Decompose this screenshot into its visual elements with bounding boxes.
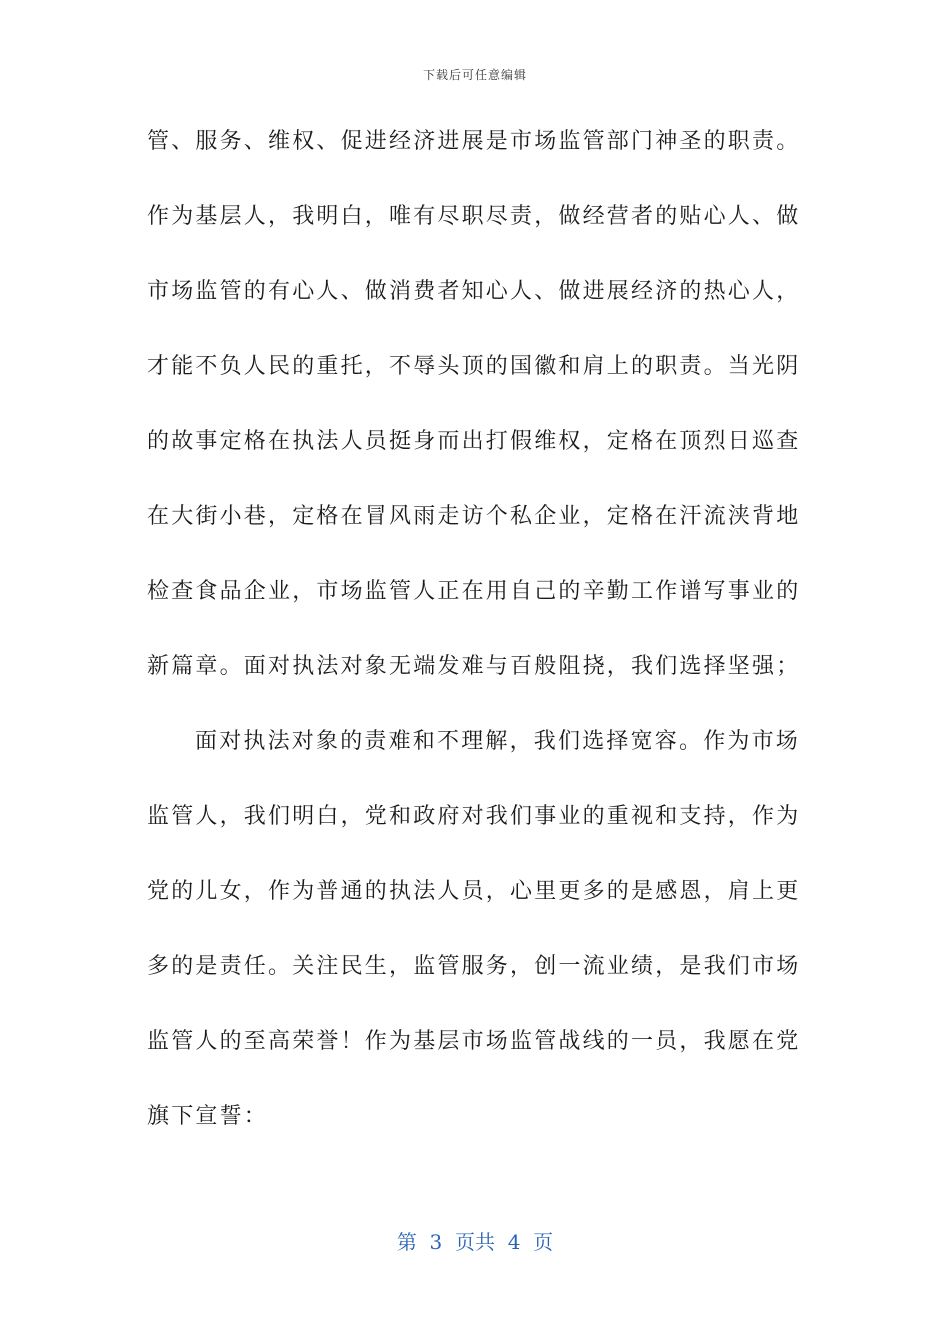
body-line: 的故事定格在执法人员挺身而出打假维权，定格在顶烈日巡查 xyxy=(147,429,801,454)
body-line: 检查食品企业，市场监管人正在用自己的辛勤工作谱写事业的 xyxy=(147,579,801,604)
body-line: 才能不负人民的重托，不辱头顶的国徽和肩上的职责。当光阴 xyxy=(147,354,801,379)
body-line: 作为基层人，我明白，唯有尽职尽责，做经营者的贴心人、做 xyxy=(147,204,801,229)
paragraph-first-line: 面对执法对象的责难和不理解，我们选择宽容。作为市场 xyxy=(195,729,801,754)
body-line: 多的是责任。关注民生，监管服务，创一流业绩，是我们市场 xyxy=(147,954,801,979)
body-line: 管、服务、维权、促进经济进展是市场监管部门神圣的职责。 xyxy=(147,129,801,154)
body-line: 监管人，我们明白，党和政府对我们事业的重视和支持，作为 xyxy=(147,804,801,829)
page-number-footer: 第 3 页共 4 页 xyxy=(396,1230,554,1254)
body-line: 市场监管的有心人、做消费者知心人、做进展经济的热心人， xyxy=(147,279,801,304)
body-line: 旗下宣誓： xyxy=(147,1104,269,1129)
body-line: 新篇章。面对执法对象无端发难与百般阻挠，我们选择坚强； xyxy=(147,654,801,679)
body-line: 监管人的至高荣誉！作为基层市场监管战线的一员，我愿在党 xyxy=(147,1029,801,1054)
document-body xyxy=(147,124,803,1174)
body-line: 党的儿女，作为普通的执法人员，心里更多的是感恩，肩上更 xyxy=(147,879,801,904)
body-line: 在大街小巷，定格在冒风雨走访个私企业，定格在汗流浃背地 xyxy=(147,504,801,529)
page-header: 下载后可任意编辑 xyxy=(422,68,527,82)
